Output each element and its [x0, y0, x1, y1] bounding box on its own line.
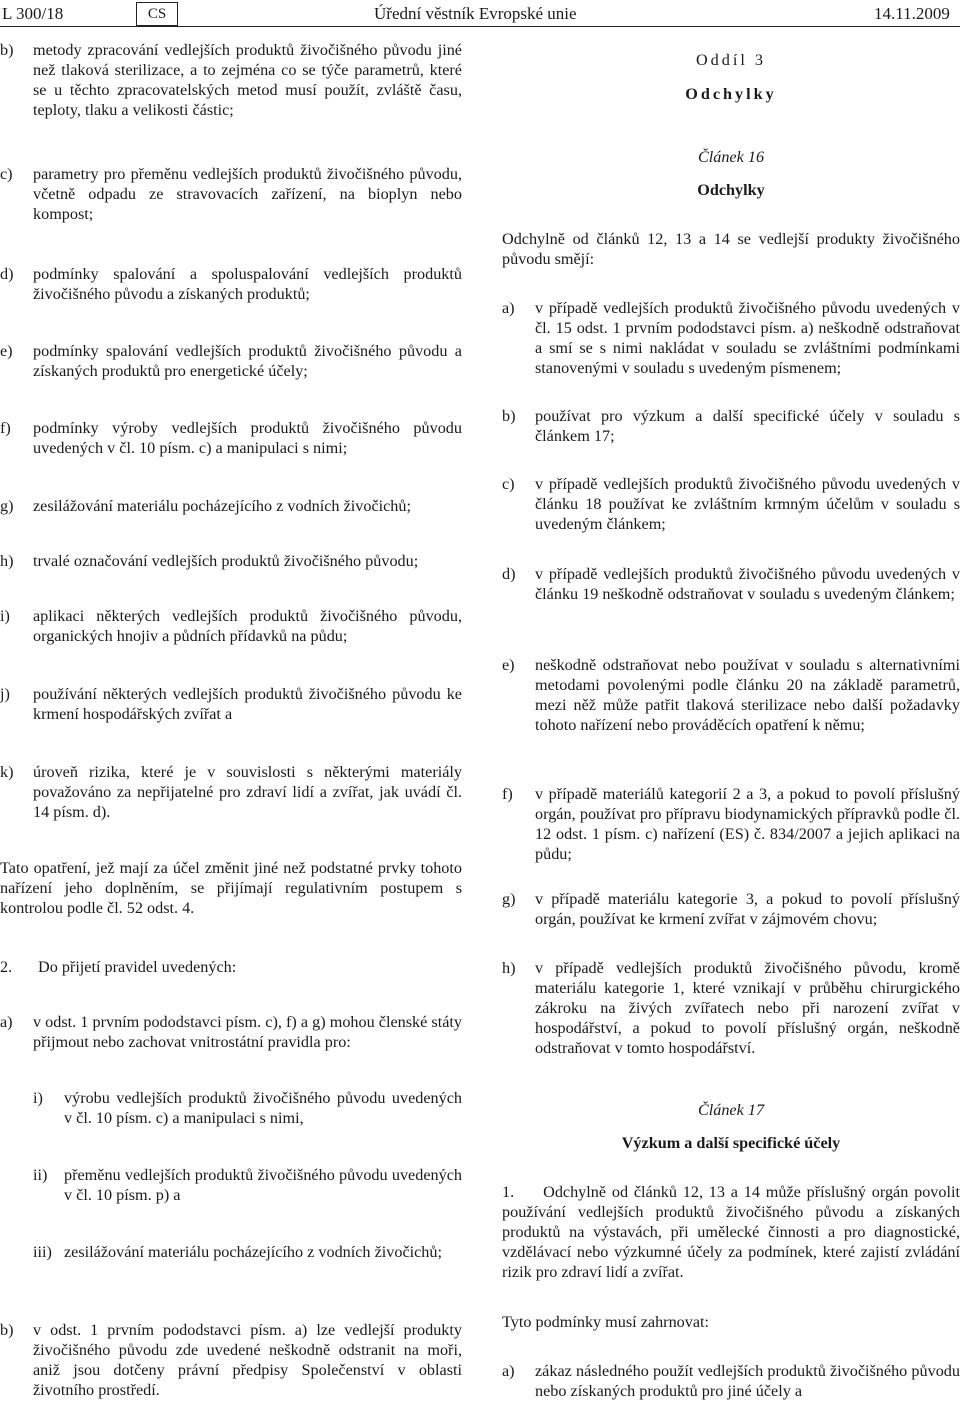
language-box: CS [136, 2, 178, 26]
list-item: h) trvalé označování vedlejších produktů živočišného původu; [0, 552, 419, 570]
paragraph: Tyto podmínky musí zahrnovat: [502, 1313, 710, 1331]
sub-list-item: ii) přeměnu vedlejších produktů živočišného původu uvedených v čl. 10 písm. p) a [33, 1166, 462, 1204]
article-title: Odchylky [697, 181, 765, 199]
list-item: g) v případě materiálu kategorie 3, a pokud to povolí příslušný orgán, používat ke krmení zvířat v zájmovém chovu; [502, 890, 960, 928]
list-item: b) používat pro výzkum a další specifické účely v souladu s článkem 17; [502, 407, 960, 445]
article-title: Výzkum a další specifické účely [621, 1134, 841, 1152]
journal-title: Úřední věstník Evropské unie [374, 4, 577, 23]
list-item: f) podmínky výroby vedlejších produktů živočišného původu uvedených v čl. 10 písm. c) a manipulaci s nimi; [0, 419, 462, 457]
list-item: d) v případě vedlejších produktů živočišného původu uvedených v článku 19 neškodně odstraňovat v souladu s uvedeným článkem; [502, 565, 960, 603]
sub-list-item: iii) zesilážování materiálu pocházejícího z vodních živočichů; [33, 1243, 442, 1261]
list-item: i) aplikaci některých vedlejších produktů živočišného původu, organických hnojiv a půdních přídavků na půdu; [0, 607, 462, 645]
header-rule [0, 26, 960, 27]
list-item: e) podmínky spalování vedlejších produktů živočišného původu a získaných produktů pro energetické účely; [0, 342, 462, 380]
list-item: j) používání některých vedlejších produktů živočišného původu ke krmení hospodářských zvířat a [0, 685, 462, 723]
section-number: Oddíl 3 [695, 51, 766, 69]
article-number: Článek 17 [697, 1101, 765, 1119]
list-item: b) metody zpracování vedlejších produktů živočišného původu jiné než tlaková sterilizace, a to zejména co se týče parametrů, které se u těchto zpracovatelských metod musí použít, zvláště času, teploty, tlaku a velikosti částic; [0, 41, 462, 119]
paragraph: Tato opatření, jež mají za účel změnit jiné než podstatné prvky tohoto nařízení jeho doplněním, se přijímají regulativním postupem s kontrolou podle čl. 52 odst. 4. [0, 859, 462, 917]
issue-date: 14.11.2009 [874, 4, 950, 23]
list-item: a) v odst. 1 prvním pododstavci písm. c), f) a g) mohou členské státy přijmout nebo zachovat vnitrostátní pravidla pro: [0, 1013, 462, 1051]
list-item: c) parametry pro přeměnu vedlejších produktů živočišného původu, včetně odpadu ze stravovacích zařízení, na bioplyn nebo kompost; [0, 165, 462, 223]
list-item: k) úroveň rizika, které je v souvislosti s některými materiály považováno za nepřijatelné pro zdraví lidí a zvířat, jak uvádí čl. 14 písm. d). [0, 763, 462, 821]
page-header [0, 0, 960, 30]
numbered-paragraph: 1. Odchylně od článků 12, 13 a 14 může příslušný orgán povolit používání vedlejších produktů živočišného původu a získaných produktů na výstavách, při umělecké činnosti a pro diagnostické, vzdělávací nebo výzkumné účely za podmínek, které zajistí zvládání rizik pro zdraví lidí a zvířat. [502, 1183, 960, 1281]
list-item: b) v odst. 1 prvním pododstavci písm. a) lze vedlejší produkty živočišného původu zde uvedené neškodně odstranit na moři, aniž jsou dotčeny právní předpisy Společenství v oblasti životního prostředí. [0, 1321, 462, 1399]
list-item: e) neškodně odstraňovat nebo používat v souladu s alternativními metodami povolenými podle článku 20 na základě parametrů, mezi něž může patřit tlaková sterilizace nebo další požadavky tohoto nařízení nebo prováděcích opatření k němu; [502, 656, 960, 734]
numbered-paragraph: 2. Do přijetí pravidel uvedených: [0, 958, 237, 976]
section-title: Odchylky [685, 85, 777, 103]
list-item: a) zákaz následného použít vedlejších produktů živočišného původu nebo získaných produktů pro jiné účely a [502, 1362, 960, 1400]
list-item: d) podmínky spalování a spoluspalování vedlejších produktů živočišného původu a získaných produktů; [0, 265, 462, 303]
sub-list-item: i) výrobu vedlejších produktů živočišného původu uvedených v čl. 10 písm. c) a manipulaci s nimi, [33, 1089, 462, 1127]
paragraph: Odchylně od článků 12, 13 a 14 se vedlejší produkty živočišného původu smějí: [502, 230, 960, 268]
page-number: L 300/18 [2, 4, 64, 23]
list-item: h) v případě vedlejších produktů živočišného původu, kromě materiálu kategorie 1, které vznikají v průběhu chirurgického zákroku na živých zvířatech nebo při narození zvířat v hospodářství, a pokud to povolí příslušný orgán, neškodně odstraňovat v tomto hospodářství. [502, 959, 960, 1057]
list-item: g) zesilážování materiálu pocházejícího z vodních živočichů; [0, 497, 411, 515]
list-item: f) v případě materiálů kategorií 2 a 3, a pokud to povolí příslušný orgán, používat pro přípravu biodynamických přípravků podle čl. 12 odst. 1 písm. c) nařízení (ES) č. 834/2007 a jejich aplikaci na půdu; [502, 785, 960, 863]
list-item: c) v případě vedlejších produktů živočišného původu uvedených v článku 18 používat ke zvláštním krmným účelům v souladu s uvedeným článkem; [502, 475, 960, 533]
list-item: a) v případě vedlejších produktů živočišného původu uvedených v čl. 15 odst. 1 prvním pododstavci písm. a) neškodně odstraňovat a smí se s nimi nakládat v souladu se zvláštními podmínkami stanovenými v souladu s uvedeným písmenem; [502, 299, 960, 377]
article-number: Článek 16 [697, 148, 765, 166]
